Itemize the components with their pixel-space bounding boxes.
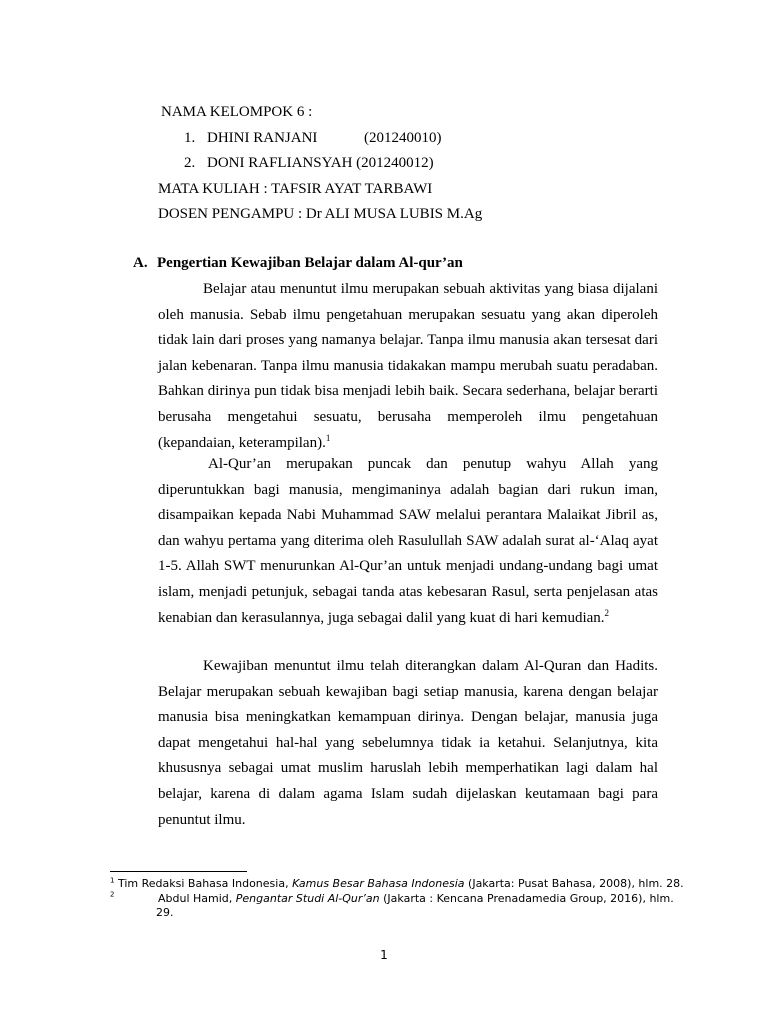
member-number: 2. (184, 155, 196, 171)
footnote-title: Pengantar Studi Al-Qur’an (235, 892, 380, 905)
paragraph-text: Al-Qur’an merupakan puncak dan penutup wahyu Allah yang diperuntukkan bagi manusia, mengimaninya adalah bagian dari rukun iman, disampaikan kepada Nabi Muhammad SAW melalui perantara Malaikat Jibril as, dan wahyu pertama yang diterima oleh Rasulullah SAW adalah surat al-‘Alaq ayat 1-5. Allah SWT menurunkan Al-Qur’an untuk menjadi undang-undang bagi umat islam, menjadi petunjuk, sebagai tanda atas kebesaran Rasul, serta penjelasan atas kenabian dan kerasulannya, juga sebagai dalil yang kuat di hari kemudian. (158, 456, 658, 626)
paragraph-text: Kewajiban menuntut ilmu telah diterangkan dalam Al-Quran dan Hadits. Belajar merupakan sebuah kewajiban bagi setiap manusia, karena dengan belajar manusia bisa meningkatkan kemampuan dirinya. Dengan belajar, manusia juga dapat mengetahui hal-hal yang sebelumnya tidak ia ketahui. Selanjutnya, kita khususnya sebagai umat muslim haruslah lebih memperhatikan lagi dalam hal belajar, karena di dalam agama Islam sudah dijelaskan keutamaan bagi para penuntut ilmu. (158, 658, 658, 828)
paragraph-1 (158, 277, 658, 456)
member-id: (201240010) (364, 130, 442, 146)
footnote-2-continuation: 29. (156, 906, 174, 919)
footnote-text: (Jakarta : Kencana Prenadamedia Group, 2016), hlm. (379, 892, 674, 905)
footnote-divider (110, 871, 247, 872)
section-heading (133, 255, 463, 272)
footnote-title: Kamus Besar Bahasa Indonesia (292, 877, 465, 890)
footnote-number: 2 (110, 890, 115, 899)
section-letter: A. (133, 255, 148, 271)
footnote-2 (158, 891, 674, 906)
paragraph-2 (158, 452, 658, 631)
footnote-text: Tim Redaksi Bahasa Indonesia, (117, 877, 293, 890)
group-label: NAMA KELOMPOK 6 : (161, 104, 313, 120)
footnote-text: (Jakarta: Pusat Bahasa, 2008), hlm. 28. (464, 877, 684, 890)
member-name: DONI RAFLIANSYAH (201240012) (207, 155, 434, 171)
footnote-1 (110, 876, 684, 891)
member-item-2 (184, 154, 434, 172)
member-item-1 (184, 129, 317, 147)
lecturer-line: DOSEN PENGAMPU : Dr ALI MUSA LUBIS M.Ag (158, 206, 483, 222)
page-number: 1 (380, 948, 388, 962)
footnote-number: 1 (110, 876, 115, 885)
footnote-text: Abdul Hamid, (158, 892, 236, 905)
footnote-ref: 1 (325, 432, 331, 443)
footnote-ref: 2 (604, 607, 610, 618)
section-title: Pengertian Kewajiban Belajar dalam Al-qur’an (157, 255, 463, 271)
member-number: 1. (184, 130, 196, 146)
footnote-2-number-cell (110, 890, 114, 905)
course-line: MATA KULIAH : TAFSIR AYAT TARBAWI (158, 181, 433, 197)
paragraph-text: Belajar atau menuntut ilmu merupakan sebuah aktivitas yang biasa dijalani oleh manusia. Sebab ilmu pengetahuan merupakan sesuatu yang akan diperoleh tidak lain dari proses yang namanya belajar. Tanpa ilmu manusia akan tersesat dari jalan kebenaran. Tanpa ilmu manusia tidakakan mampu merubah suatu peradaban. Bahkan dirinya pun tidak bisa menjadi lebih baik. Secara sederhana, belajar berarti berusaha mengetahui sesuatu, berusaha memperoleh ilmu pengetahuan (kepandaian, keterampilan). (158, 281, 658, 451)
paragraph-3 (158, 654, 658, 833)
member-name: DHINI RANJANI (207, 130, 318, 146)
